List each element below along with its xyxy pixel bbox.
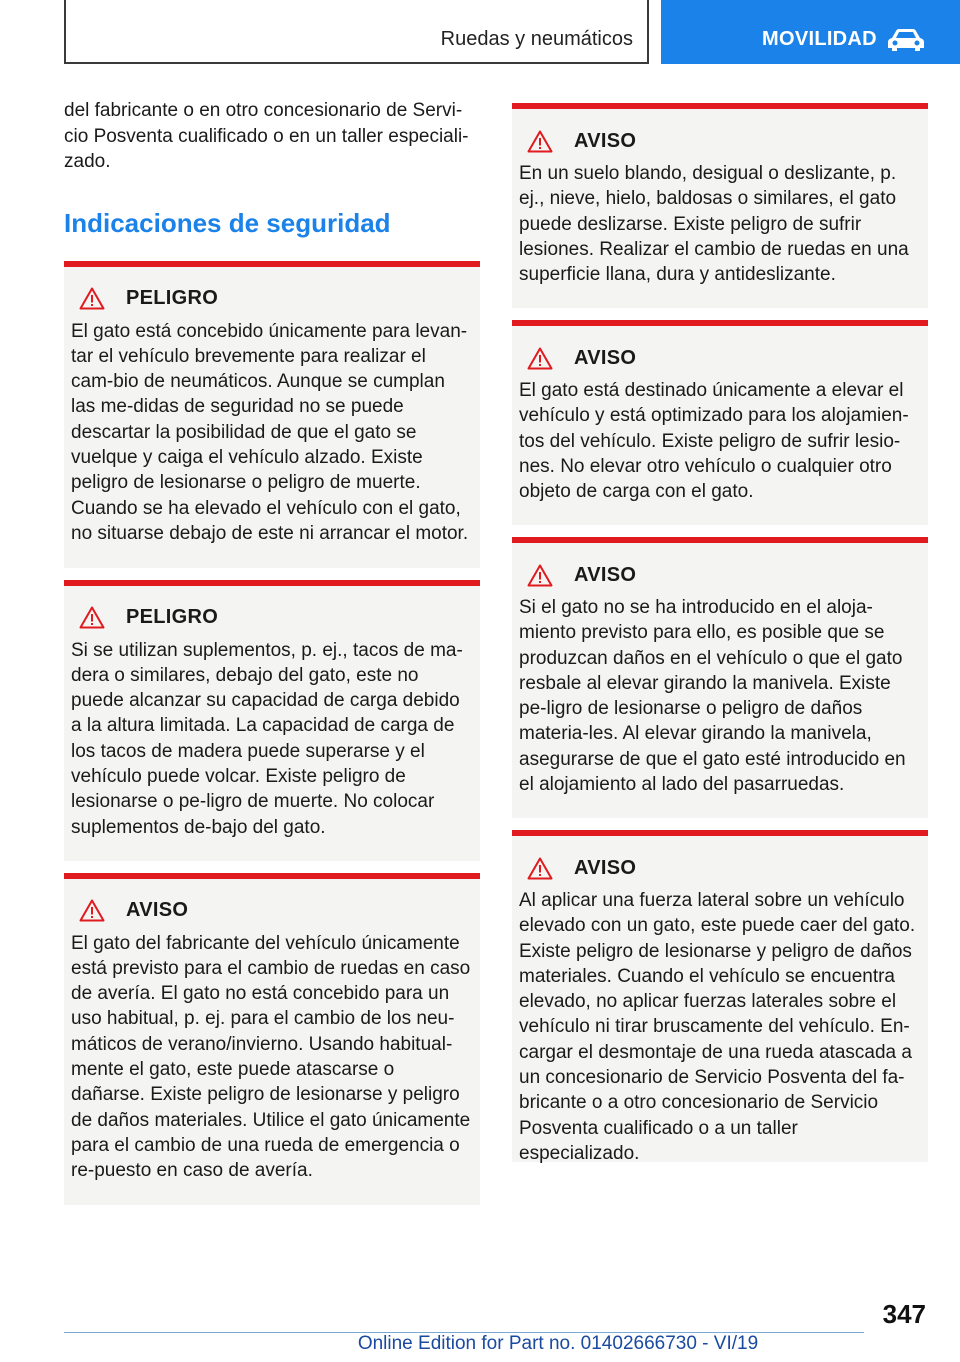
- page-number: 347: [882, 1299, 926, 1329]
- box-text: En un suelo blando, desigual o deslizante, p. ej., nieve, hielo, baldosas o similares, el gato puede deslizarse. Existe peligro de sufrir lesiones. Realizar el cambio de ruedas en una superficie llana, dura y antideslizante.: [519, 163, 909, 286]
- box-title: AVISO: [574, 129, 637, 152]
- box-title: AVISO: [126, 899, 189, 921]
- box-text: Si se utilizan suplementos, p. ej., tacos de ma-dera o similares, debajo del gato, este no puede alcanzar su capacidad de carga debido a la altura limitada. La capacidad de carga de los tacos de madera puede superarse y el vehículo puede volcar. Existe peligro de lesionarse o pe-ligro de muerte. No colocar suplementos de-bajo del gato.: [71, 639, 463, 838]
- warning-triangle-icon: [79, 899, 105, 922]
- box-title: AVISO: [574, 346, 637, 369]
- warning-triangle-icon: [527, 130, 553, 153]
- notice-box: [64, 873, 480, 1205]
- header-section-box: [64, 0, 649, 64]
- safety-section-title: Indicaciones de seguridad: [64, 207, 391, 238]
- chapter-label: MOVILIDAD: [762, 28, 877, 50]
- section-title-header: Ruedas y neumáticos: [440, 28, 633, 50]
- warning-triangle-icon: [527, 564, 553, 587]
- car-icon: [886, 28, 926, 52]
- box-text: Si el gato no se ha introducido en el aloja-miento previsto para ello, es posible que se produzcan daños en el vehículo o que el gato resbale al elevar girando la manivela. Existe pe-ligro de lesionarse o peligro de daños materia-les. Al elevar girando la manivela, asegurarse de que el gato esté introducido en el alojamiento al lado del pasarruedas.: [519, 597, 906, 796]
- warning-triangle-icon: [527, 347, 553, 370]
- box-header: [527, 345, 921, 371]
- box-title: PELIGRO: [126, 606, 219, 628]
- right-column: [512, 103, 928, 1162]
- box-header: [79, 286, 473, 312]
- box-title: AVISO: [574, 563, 637, 586]
- notice-box: [512, 830, 928, 1162]
- box-header: [79, 605, 473, 631]
- box-header: [527, 855, 921, 881]
- danger-box: [64, 580, 480, 861]
- danger-box: [64, 261, 480, 568]
- box-title: PELIGRO: [126, 287, 219, 309]
- box-header: [79, 898, 473, 924]
- warning-triangle-icon: [79, 287, 105, 310]
- edition-footer: Online Edition for Part no. 01402666730 - VI/19: [357, 1333, 759, 1354]
- box-text: El gato está destinado únicamente a elevar el vehículo y está optimizado para los alojamien-tos del vehículo. Existe peligro de sufrir lesio-nes. No elevar otro vehículo o cualquier otro objeto de carga con el gato.: [519, 380, 909, 503]
- box-text: El gato está concebido únicamente para levan-tar el vehículo brevemente para realizar el cam-bio de neumáticos. Aunque se cumplan las me-didas de seguridad no se puede descartar la posibilidad de que el gato se vuelque y caiga el vehículo alzado. Existe peligro de lesionarse o peligro de muerte. Cuando se ha elevado el vehículo con el gato, no situarse debajo de este ni arrancar el motor.: [71, 320, 469, 544]
- notice-box: [512, 537, 928, 818]
- box-title: AVISO: [574, 856, 637, 879]
- intro-paragraph: del fabricante o en otro concesionario de Servi-cio Posventa cualificado o en un taller especiali-zado.: [64, 100, 469, 172]
- box-text: El gato del fabricante del vehículo únicamente está previsto para el cambio de ruedas en caso de avería. El gato no está concebido para un uso habitual, p. ej. para el cambio de los neu-máticos de verano/invierno. Usando habitual-mente el gato, este puede atascarse o dañarse. Existe peligro de lesionarse y peligro de daños materiales. Utilice el gato únicamente para el cambio de una rueda de emergencia o re-puesto en caso de avería.: [71, 932, 471, 1182]
- chapter-tab[interactable]: [661, 0, 960, 64]
- warning-triangle-icon: [79, 606, 105, 629]
- box-header: [527, 562, 921, 588]
- notice-box: [512, 320, 928, 525]
- left-column: [64, 98, 480, 1205]
- box-header: [527, 128, 921, 154]
- warning-triangle-icon: [527, 857, 553, 880]
- notice-box: [512, 103, 928, 308]
- box-text: Al aplicar una fuerza lateral sobre un vehículo elevado con un gato, este puede caer del gato. Existe peligro de lesionarse y peligro de daños materiales. Cuando el vehículo se encuentra elevado, no aplicar fuerzas laterales sobre el vehículo ni tirar bruscamente del vehículo. En-cargar el desmontaje de una rueda atascada a un concesionario de Servicio Posventa del fa-bricante o a otro concesionario de Servicio Posventa cualificado o a un taller especializado.: [519, 890, 916, 1164]
